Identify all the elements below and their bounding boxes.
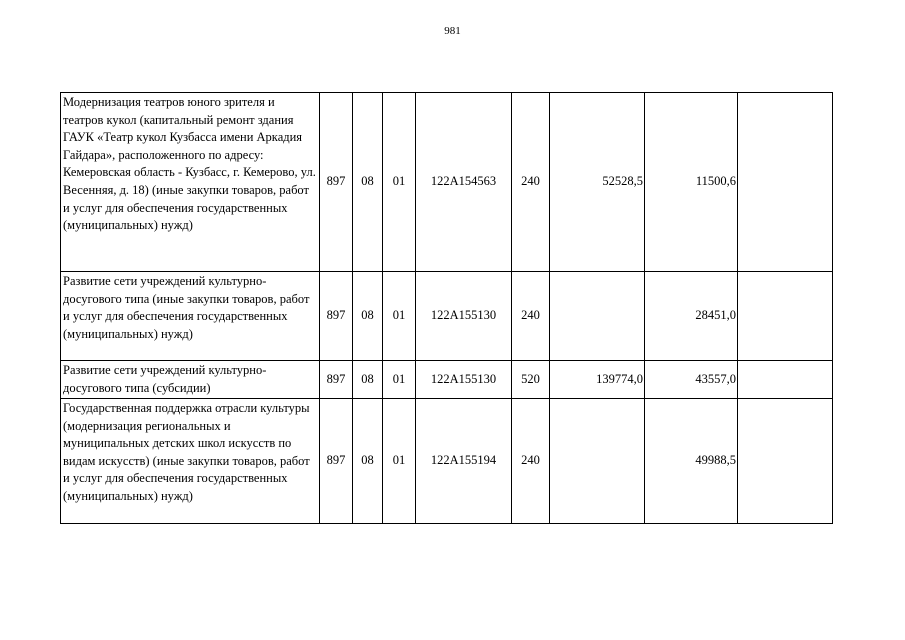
page-number: 981 — [444, 25, 461, 37]
sum-cell-3 — [738, 93, 833, 272]
table-row — [61, 399, 833, 524]
row-description: Развитие сети учреждений культурно-досугового типа (субсидии) — [61, 361, 320, 399]
sum-cell-2: 49988,5 — [645, 399, 738, 524]
table-row — [61, 361, 833, 399]
target-article-code: 122А155194 — [416, 399, 512, 524]
sum-cell-1: 52528,5 — [550, 93, 645, 272]
section-code: 08 — [353, 272, 383, 361]
expense-type-code: 240 — [512, 399, 550, 524]
section-code: 08 — [353, 93, 383, 272]
table-row — [61, 93, 833, 272]
sum-cell-1 — [550, 272, 645, 361]
target-article-code: 122А155130 — [416, 272, 512, 361]
row-description: Государственная поддержка отрасли культуры (модернизация региональных и муниципальных детских школ искусств по видам искусств) (иные закупки товаров, работ и услуг для обеспечения государственных (муниципальных) нужд) — [61, 399, 320, 524]
subsection-code: 01 — [383, 399, 416, 524]
ministry-code: 897 — [320, 272, 353, 361]
sum-cell-2: 28451,0 — [645, 272, 738, 361]
subsection-code: 01 — [383, 272, 416, 361]
sum-cell-2: 11500,6 — [645, 93, 738, 272]
sum-cell-1: 139774,0 — [550, 361, 645, 399]
expense-type-code: 240 — [512, 272, 550, 361]
ministry-code: 897 — [320, 93, 353, 272]
sum-cell-2: 43557,0 — [645, 361, 738, 399]
row-description: Модернизация театров юного зрителя и театров кукол (капитальный ремонт здания ГАУК «Театр кукол Кузбасса имени Аркадия Гайдара», расположенного по адресу: Кемеровская область - Кузбасс, г. Кемерово, ул. Весенняя, д. 18) (иные закупки товаров, работ и услуг для обеспечения государственных (муниципальных) нужд) — [61, 93, 320, 272]
subsection-code: 01 — [383, 361, 416, 399]
sum-cell-3 — [738, 399, 833, 524]
sum-cell-1 — [550, 399, 645, 524]
budget-table — [60, 92, 833, 524]
sum-cell-3 — [738, 361, 833, 399]
expense-type-code: 240 — [512, 93, 550, 272]
ministry-code: 897 — [320, 399, 353, 524]
table-row — [61, 272, 833, 361]
row-description: Развитие сети учреждений культурно-досугового типа (иные закупки товаров, работ и услуг для обеспечения государственных (муниципальных) нужд) — [61, 272, 320, 361]
target-article-code: 122А154563 — [416, 93, 512, 272]
subsection-code: 01 — [383, 93, 416, 272]
expense-type-code: 520 — [512, 361, 550, 399]
sum-cell-3 — [738, 272, 833, 361]
section-code: 08 — [353, 399, 383, 524]
target-article-code: 122А155130 — [416, 361, 512, 399]
ministry-code: 897 — [320, 361, 353, 399]
section-code: 08 — [353, 361, 383, 399]
